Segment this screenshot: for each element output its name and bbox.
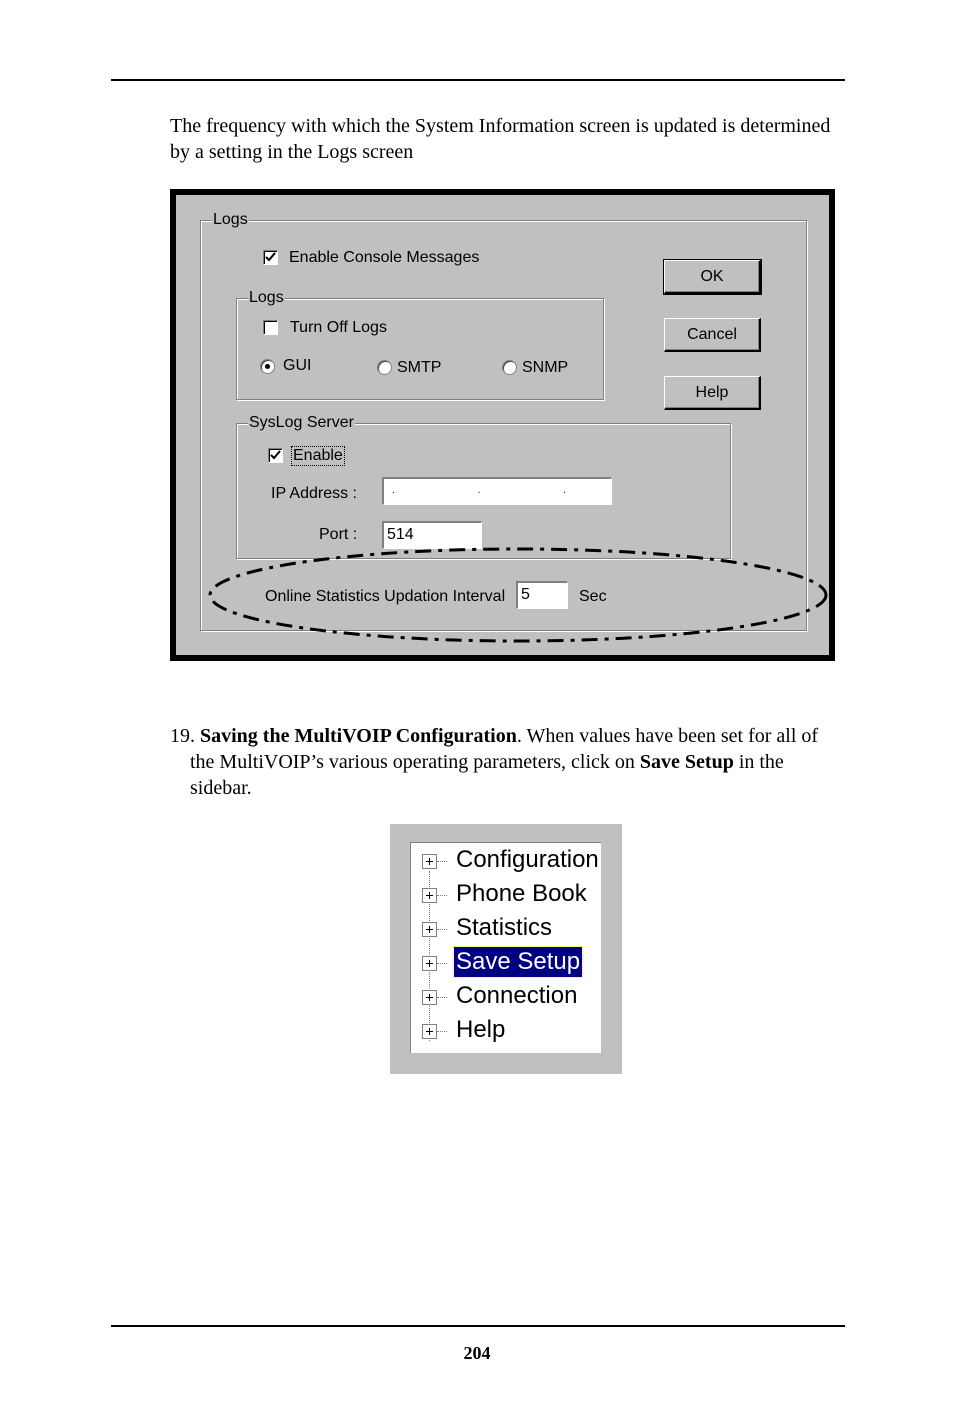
interval-label: Online Statistics Updation Interval [265, 588, 506, 605]
help-button[interactable]: Help [664, 376, 761, 410]
gui-radio-label: GUI [283, 357, 312, 374]
interval-input[interactable]: 5 [516, 581, 568, 609]
tree-item-label: Statistics [456, 914, 553, 941]
logs-outer-group-title: Logs [213, 211, 248, 228]
tree-dots [437, 963, 447, 964]
smtp-radio-label: SMTP [397, 359, 442, 376]
logs-group [236, 298, 604, 400]
enable-console-messages-label: Enable Console Messages [289, 249, 480, 266]
expand-plus-icon[interactable] [422, 956, 437, 971]
tree-item-label: Phone Book [456, 880, 587, 907]
expand-plus-icon[interactable] [422, 888, 437, 903]
tree-item-label-selected: Save Setup [456, 948, 581, 975]
header-rule [111, 79, 845, 81]
expand-plus-icon[interactable] [422, 922, 437, 937]
tree-item-help[interactable] [411, 1013, 601, 1047]
tree-item-label: Connection [456, 982, 578, 1009]
port-input[interactable]: 514 [382, 521, 482, 549]
expand-plus-icon[interactable] [422, 1024, 437, 1039]
ip-address-input[interactable]: . . . [382, 477, 612, 505]
syslog-enable-label: Enable [293, 447, 343, 464]
cancel-button[interactable]: Cancel [664, 318, 761, 352]
tree-dots [437, 1031, 447, 1032]
step-text-3: in the sidebar. [190, 751, 784, 799]
sidebar-tree [410, 842, 601, 1053]
enable-console-messages-checkbox[interactable] [263, 250, 278, 265]
intro-paragraph: The frequency with which the System Information screen is updated is determined by a setting in the Logs screen [170, 115, 831, 163]
tree-dots [437, 861, 447, 862]
tree-dots [437, 895, 447, 896]
tree-item-save-setup[interactable] [411, 945, 601, 979]
syslog-enable-checkbox[interactable] [268, 448, 283, 463]
interval-unit-label: Sec [579, 588, 607, 605]
tree-item-statistics[interactable] [411, 911, 601, 945]
step-number: 19. [170, 725, 195, 747]
turn-off-logs-checkbox[interactable] [263, 320, 278, 335]
footer-rule [111, 1325, 845, 1327]
turn-off-logs-label: Turn Off Logs [290, 319, 387, 336]
ok-button[interactable]: OK [664, 260, 761, 294]
tree-item-phone-book[interactable] [411, 877, 601, 911]
logs-dialog [170, 189, 835, 661]
smtp-radio[interactable] [377, 360, 392, 375]
expand-plus-icon[interactable] [422, 990, 437, 1005]
tree-item-label: Help [456, 1016, 506, 1043]
ip-address-label: IP Address : [271, 485, 357, 502]
step-text-1: . When values have been set for all of the MultiVOIP’s various operating parameters, click on [190, 725, 819, 773]
tree-item-connection[interactable] [411, 979, 601, 1013]
tree-dots [437, 997, 447, 998]
port-label: Port : [319, 526, 358, 543]
gui-radio[interactable] [260, 359, 275, 374]
tree-item-label: Configuration [456, 846, 599, 873]
snmp-radio[interactable] [502, 360, 517, 375]
snmp-radio-label: SNMP [522, 359, 569, 376]
expand-plus-icon[interactable] [422, 854, 437, 869]
step-19-paragraph [170, 723, 845, 801]
logs-group-title: Logs [249, 289, 284, 306]
step-title: Saving the MultiVOIP Configuration [200, 725, 517, 747]
page-number: 204 [463, 1343, 491, 1363]
step-save-setup-emphasis: Save Setup [639, 751, 734, 773]
tree-item-configuration[interactable] [411, 843, 601, 877]
sidebar-tree-screenshot [390, 824, 622, 1074]
syslog-server-group-title: SysLog Server [249, 414, 354, 431]
tree-dots [437, 929, 447, 930]
